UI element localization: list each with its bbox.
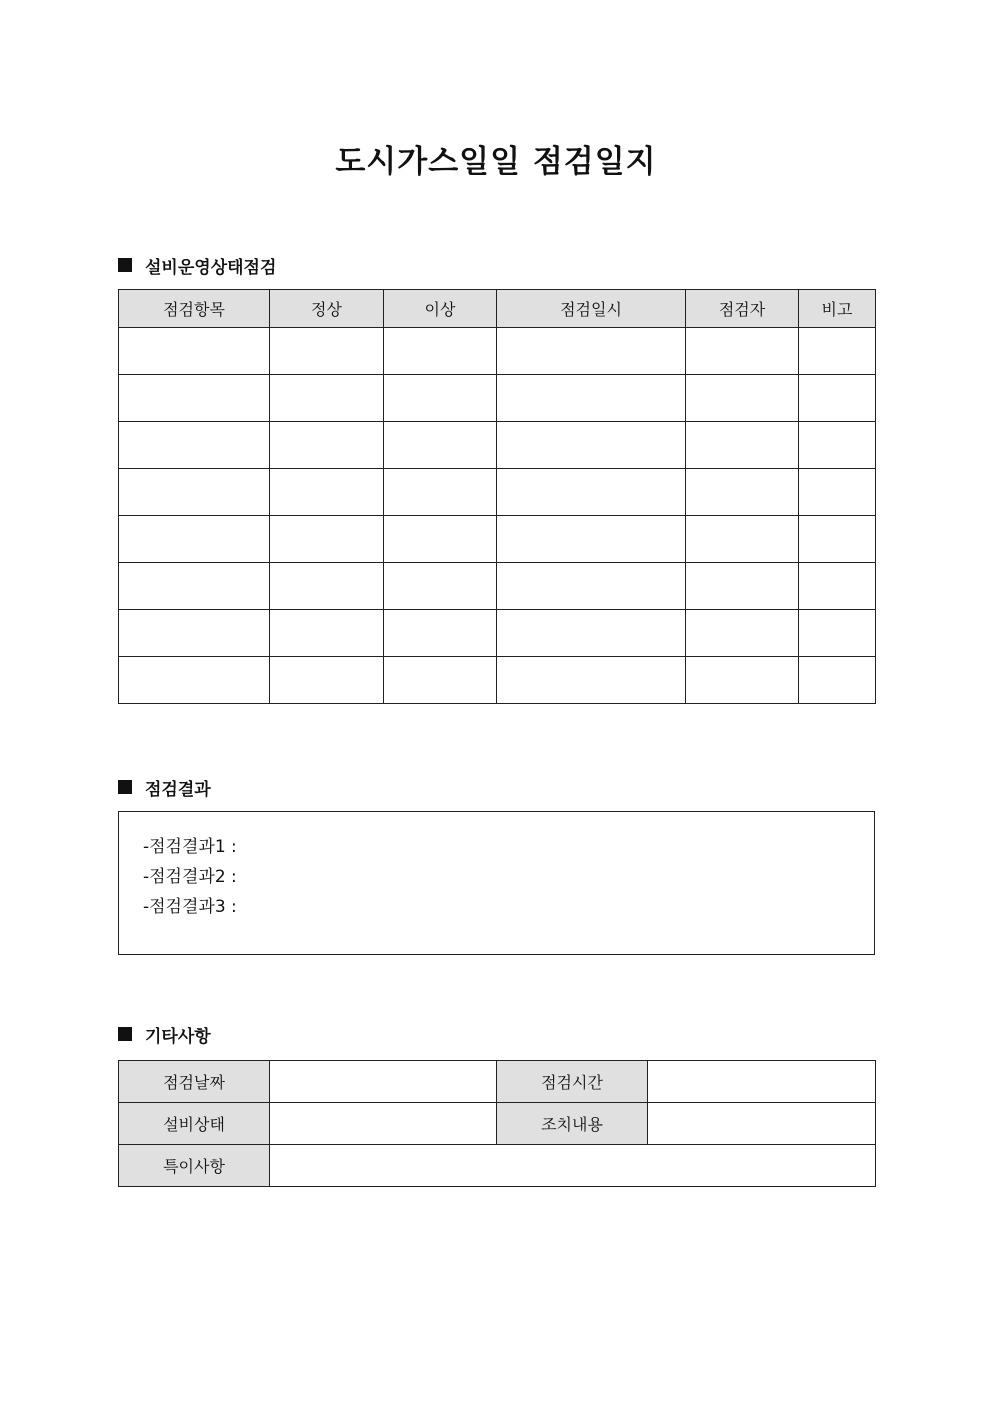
table-row	[119, 1145, 876, 1187]
column-header-normal: 정상	[270, 290, 384, 328]
table-header-row	[119, 290, 876, 328]
results-list	[119, 812, 874, 922]
inspection-time-field[interactable]	[648, 1061, 876, 1103]
table-cell[interactable]	[384, 657, 497, 704]
table-cell[interactable]	[119, 610, 270, 657]
table-cell[interactable]	[799, 375, 876, 422]
table-cell[interactable]	[799, 563, 876, 610]
equipment-section-title: 설비운영상태점검	[145, 257, 277, 278]
table-cell[interactable]	[270, 610, 384, 657]
table-cell[interactable]	[270, 422, 384, 469]
results-box[interactable]	[118, 811, 875, 955]
table-cell[interactable]	[799, 469, 876, 516]
table-cell[interactable]	[119, 328, 270, 375]
table-row	[119, 1061, 876, 1103]
column-header-inspector: 점검자	[686, 290, 799, 328]
table-cell[interactable]	[270, 469, 384, 516]
table-cell[interactable]	[686, 375, 799, 422]
table-cell[interactable]	[686, 563, 799, 610]
table-cell[interactable]	[384, 610, 497, 657]
table-row	[119, 610, 876, 657]
result-item-3: -점검결과3 :	[143, 897, 237, 917]
table-cell[interactable]	[270, 375, 384, 422]
table-cell[interactable]	[497, 657, 686, 704]
equipment-status-label: 설비상태	[119, 1103, 270, 1145]
table-cell[interactable]	[119, 422, 270, 469]
action-taken-label: 조치내용	[497, 1103, 648, 1145]
table-cell[interactable]	[799, 657, 876, 704]
table-cell[interactable]	[119, 375, 270, 422]
results-section-title: 점검결과	[145, 779, 211, 800]
table-cell[interactable]	[270, 657, 384, 704]
table-cell[interactable]	[119, 516, 270, 563]
table-cell[interactable]	[497, 328, 686, 375]
table-cell[interactable]	[270, 563, 384, 610]
table-cell[interactable]	[497, 375, 686, 422]
other-info-table	[118, 1060, 876, 1187]
column-header-abnormal: 이상	[384, 290, 497, 328]
inspection-time-label: 점검시간	[497, 1061, 648, 1103]
table-cell[interactable]	[119, 563, 270, 610]
table-cell[interactable]	[270, 516, 384, 563]
table-row	[119, 469, 876, 516]
table-cell[interactable]	[384, 516, 497, 563]
table-cell[interactable]	[799, 516, 876, 563]
column-header-remarks: 비고	[799, 290, 876, 328]
equipment-status-field[interactable]	[270, 1103, 497, 1145]
table-cell[interactable]	[799, 422, 876, 469]
other-section-heading	[118, 1022, 211, 1046]
table-cell[interactable]	[686, 469, 799, 516]
column-header-datetime: 점검일시	[497, 290, 686, 328]
result-item-2: -점검결과2 :	[143, 867, 237, 887]
table-row	[119, 422, 876, 469]
result-item-1: -점검결과1 :	[143, 837, 237, 857]
table-cell[interactable]	[119, 469, 270, 516]
table-cell[interactable]	[686, 610, 799, 657]
table-row	[119, 328, 876, 375]
table-cell[interactable]	[497, 516, 686, 563]
inspection-date-field[interactable]	[270, 1061, 497, 1103]
table-cell[interactable]	[686, 516, 799, 563]
table-cell[interactable]	[384, 563, 497, 610]
special-notes-field[interactable]	[270, 1145, 876, 1187]
equipment-section-heading	[118, 253, 276, 277]
table-cell[interactable]	[686, 422, 799, 469]
square-bullet-icon	[118, 1027, 132, 1041]
table-cell[interactable]	[270, 328, 384, 375]
other-section-title: 기타사항	[145, 1026, 211, 1047]
table-cell[interactable]	[497, 563, 686, 610]
table-cell[interactable]	[799, 610, 876, 657]
table-cell[interactable]	[384, 422, 497, 469]
action-taken-field[interactable]	[648, 1103, 876, 1145]
table-cell[interactable]	[497, 469, 686, 516]
results-section-heading	[118, 775, 211, 799]
table-row	[119, 1103, 876, 1145]
table-row	[119, 516, 876, 563]
page-title: 도시가스일일 점검일지	[335, 144, 657, 180]
table-row	[119, 563, 876, 610]
table-cell[interactable]	[686, 657, 799, 704]
square-bullet-icon	[118, 780, 132, 794]
inspection-date-label: 점검날짜	[119, 1061, 270, 1103]
special-notes-label: 특이사항	[119, 1145, 270, 1187]
table-cell[interactable]	[384, 375, 497, 422]
table-cell[interactable]	[497, 610, 686, 657]
column-header-item: 점검항목	[119, 290, 270, 328]
table-row	[119, 375, 876, 422]
equipment-status-table	[118, 289, 876, 704]
table-row	[119, 657, 876, 704]
table-cell[interactable]	[799, 328, 876, 375]
table-cell[interactable]	[686, 328, 799, 375]
table-cell[interactable]	[119, 657, 270, 704]
square-bullet-icon	[118, 258, 132, 272]
table-cell[interactable]	[384, 469, 497, 516]
table-cell[interactable]	[384, 328, 497, 375]
table-cell[interactable]	[497, 422, 686, 469]
